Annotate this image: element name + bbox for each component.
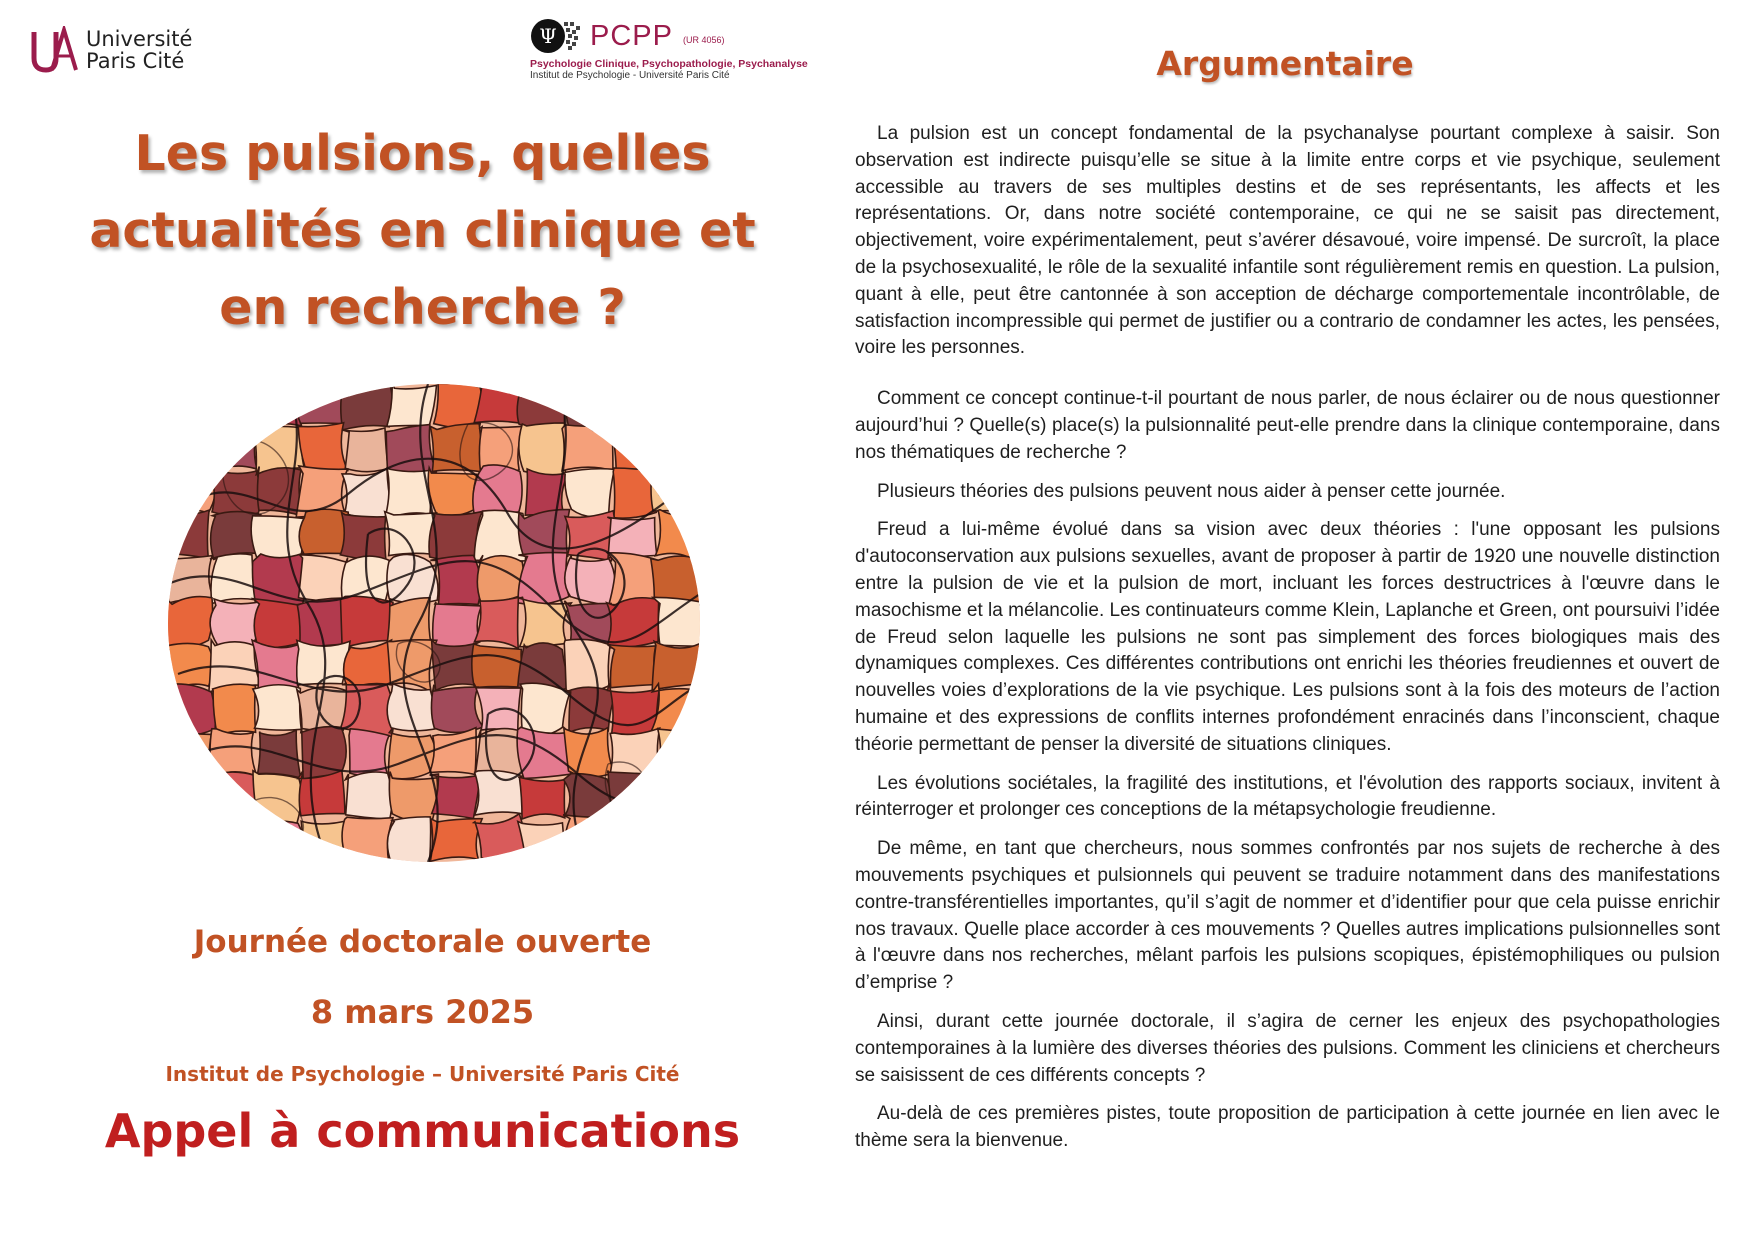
artwork-tile <box>209 423 259 471</box>
argumentaire-paragraph: Au-delà de ces premières pistes, toute proposition de participation à cette journée en lien avec le thème sera la bienvenue. <box>855 1103 1720 1152</box>
artwork-tile <box>387 384 437 426</box>
artwork-tile <box>253 771 301 824</box>
artwork-tile <box>564 639 610 692</box>
artwork-tile <box>609 728 660 778</box>
university-emblem-icon <box>30 26 78 74</box>
artwork-tile <box>340 512 386 561</box>
artwork-tile <box>168 384 211 431</box>
artwork-tile <box>168 597 213 650</box>
artwork-tile <box>657 729 700 781</box>
lab-affiliation: Institut de Psychologie - Université Paris Cité <box>530 70 730 81</box>
artwork-tile <box>606 598 658 648</box>
svg-text:Ψ: Ψ <box>539 24 557 48</box>
artwork-tile <box>209 384 258 433</box>
artwork-tile <box>428 468 477 517</box>
title-line-2: actualités en clinique et <box>89 202 756 259</box>
artwork-tile <box>342 817 393 862</box>
artwork-tile <box>168 727 211 777</box>
lab-code: (UR 4056) <box>682 35 725 45</box>
lab-logo <box>530 16 808 81</box>
event-date: 8 mars 2025 <box>310 993 535 1031</box>
artwork-tile <box>431 685 483 733</box>
argumentaire-paragraph: Ainsi, durant cette journée doctorale, il s’agira de cerner les enjeux des psychopathologies contemporaines à la lumière des diverses théories des pulsions. Comment les cliniciens et chercheurs se saisissent de ces différents concepts ? <box>855 1010 1720 1086</box>
artwork-tile <box>168 684 215 735</box>
university-logo <box>30 26 192 74</box>
artwork-tile <box>608 770 661 817</box>
artwork-tile <box>651 684 700 734</box>
artwork-tile <box>654 814 700 862</box>
title-line-3: en recherche ? <box>219 279 626 336</box>
artwork-tile <box>341 596 393 648</box>
artwork-tile <box>253 599 303 648</box>
artwork-tile <box>474 597 518 648</box>
artwork-tile <box>651 423 700 473</box>
artwork-tile <box>208 772 258 817</box>
artwork-tile <box>345 772 392 819</box>
artwork-tile <box>518 821 566 862</box>
event-type: Journée doctorale ouverte <box>193 924 652 960</box>
artwork-tile <box>656 385 700 431</box>
artwork-tile <box>168 814 215 862</box>
artwork-tile <box>473 465 522 514</box>
artwork-tile <box>655 510 700 561</box>
artwork-tile <box>253 685 301 730</box>
artwork-tile <box>341 384 393 430</box>
artwork-tile <box>652 641 700 690</box>
artwork-tile <box>168 423 215 475</box>
argumentaire-body <box>855 121 1720 1167</box>
artwork-tile <box>562 425 613 471</box>
argumentaire-paragraph: La pulsion est un concept fondamental de la psychanalyse pourtant complexe à saisir. Son observation est indirecte puisqu’elle se situe à la limite entre corps et vie psychique, seulement accessible au travers de ses multiples destins et de ses représentants, les affects et les représentations. Or, dans notre société contemporaine, ce qui ne se saisit pas directement, objectivement, voire expérimentalement, peut s’avérer désavoué, voire impensé. De surcroît, la place de la psychosexualité, le rôle de la sexualité infantile sont régulièrement remis en question. La pulsion, quant à elle, peut être cantonnée à son acception de décharge comportementale incontrôlable, de satisfaction incompressible qui permet de justifier ou a contrario de condamner les actes, les pensées, voire les personnes. <box>855 123 1720 359</box>
lab-emblem-icon <box>530 16 582 56</box>
university-name-line1: Université <box>86 27 193 51</box>
artwork-tile <box>607 384 656 428</box>
artwork-tile <box>519 423 566 476</box>
artwork-tile <box>518 553 569 605</box>
artwork-tile <box>654 770 700 819</box>
artwork-tile <box>430 728 476 775</box>
artwork-tile <box>520 683 570 736</box>
artwork-tile <box>387 817 430 862</box>
artwork-tile <box>168 510 209 559</box>
abstract-artwork <box>168 384 700 862</box>
artwork-tile <box>298 423 348 471</box>
lab-name: PCPP <box>590 19 673 52</box>
argumentaire-paragraph: Les évolutions sociétales, la fragilité des institutions, et l'évolution des rapports sociaux, invitent à réinterroger et prolonger ces conceptions de la métapsychologie freudienne. <box>855 772 1720 821</box>
lab-subtitle: Psychologie Clinique, Psychopathologie, Psychanalyse <box>530 58 808 70</box>
artwork-tile <box>607 645 658 688</box>
artwork-tile <box>563 815 616 862</box>
artwork-tile <box>472 644 525 688</box>
argumentaire-paragraph: Plusieurs théories des pulsions peuvent nous aider à penser cette journée. <box>877 480 1506 502</box>
artwork-tile <box>608 814 661 862</box>
argumentaire-paragraph: Comment ce concept continue-t-il pourtant de nous parler, de nous éclairer ou de nous questionner aujourd’hui ? Quelle(s) place(s) la pulsionnalité peut-elle prendre dans la clinique contemporaine, dans nos thématiques de recherche ? <box>855 388 1720 463</box>
artwork-tile <box>168 468 216 512</box>
event-venue: Institut de Psychologie – Université Paris Cité <box>165 1062 680 1086</box>
university-name-line2: Paris Cité <box>86 49 185 73</box>
artwork-tile <box>564 469 615 517</box>
artwork-tile <box>168 772 210 821</box>
artwork-tile <box>563 384 614 431</box>
poster-title <box>60 115 785 346</box>
artwork-tile <box>389 772 437 822</box>
artwork-tile <box>517 384 567 429</box>
artwork-tile <box>168 555 215 603</box>
artwork-tile <box>607 517 657 558</box>
artwork-tile <box>253 816 303 862</box>
artwork-tile <box>209 814 260 862</box>
artwork-tile <box>518 777 565 819</box>
call-for-papers: Appel à communications <box>104 1104 741 1158</box>
argumentaire-paragraph: Freud a lui-même évolué dans sa vision avec deux théories : l'une opposant les pulsions d'autoconservation aux pulsions sexuelles, avant de proposer à partir de 1920 une nouvelle distinction entre la pulsion de vie et la pulsion de mort, incluant les forces destructrices à l'œuvre dans le masochisme et la mélancolie. Les continuateurs comme Klein, Laplanche et Green, ont poursuivi l’idée de Freud selon laquelle les pulsions ne sont pas simplement des forces biologiques mais des dynamiques complexes. Ces différentes contributions ont enrichi les théories freudiennes et ouvert de nouvelles voies d’explorations de la vie psychique. Les pulsions sont à la fois des moteurs de l’action humaine et des expressions de conflits internes profondément enracinés dans l’inconscient, chaque théorie permettant de penser la diversité de situations cliniques. <box>855 519 1720 755</box>
title-line-1: Les pulsions, quelles <box>134 125 711 182</box>
artwork-tile <box>210 729 257 777</box>
artwork-tile <box>213 684 256 736</box>
artwork-tile <box>342 428 389 472</box>
artwork-tile <box>252 384 305 426</box>
artwork-tile <box>252 553 305 605</box>
argumentaire-heading: Argumentaire <box>1156 44 1414 83</box>
argumentaire-paragraph: De même, en tant que chercheurs, nous sommes confrontés par nos sujets de recherche à des mouvements psychiques et pulsionnels qui peuvent se traduire notamment dans des manifestations contre-transférentielles importantes, qu’il s’agit de nommer et d’identifier pour que cela puisse enrichir nos travaux. Quelle place accorder à ces mouvements ? Quelles autres implications pulsionnelles sont à l'œuvre dans nos recherches, mêlant parfois les pulsions scopiques, épistémophiliques ou pulsion d’emprise ? <box>855 838 1720 994</box>
